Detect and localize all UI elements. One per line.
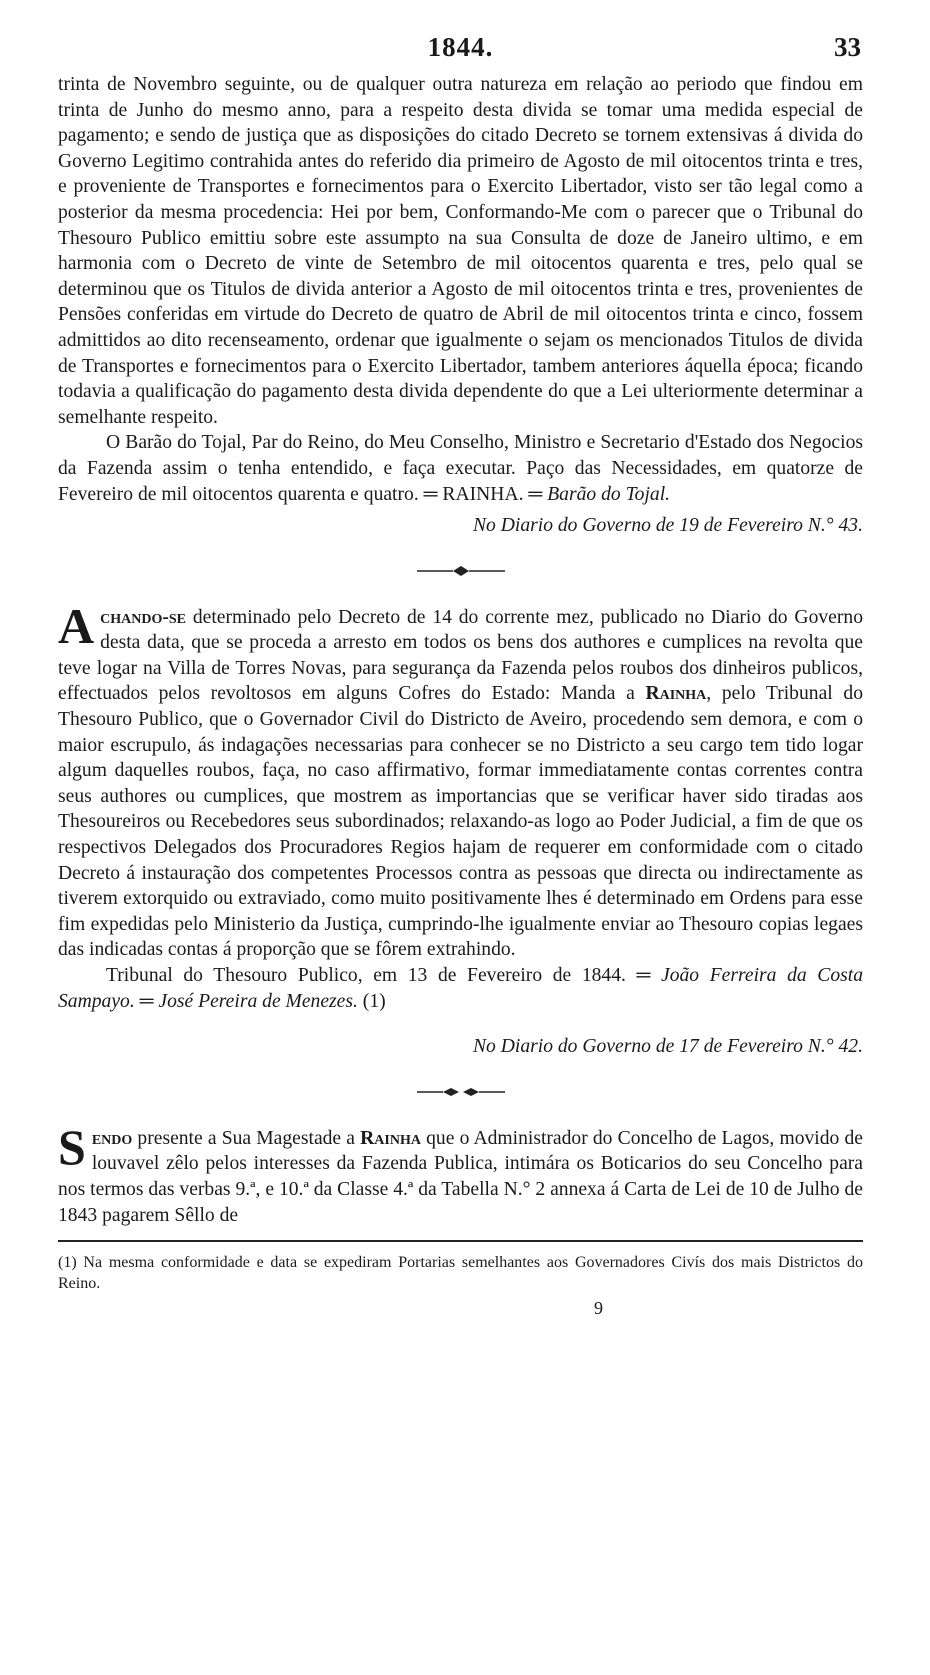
third-lead: endo [91, 1127, 133, 1149]
decree-source: No Diario do Governo de 19 de Fevereiro N.° 43. [472, 515, 863, 537]
portaria-text-a: determinado pelo Decreto de 14 do corrente mez, publicado no Diario do Governo desta data, que se proceda a arresto em todos os bens dos authores e cumplices na revolta que teve logar na Villa de Torres Novas, para segurança da Fazenda pelos roubos dos dinheiros publicos, effectuados pelos revoltosos em alguns Cofres do Estado: Manda a [58, 606, 863, 705]
ornament-divider-1 [58, 565, 863, 581]
decree-paragraph-2 [58, 430, 863, 507]
third-text-b: que o Administrador do Concelho de Lagos, movido de louvavel zêlo pelos interesses da Fazenda Publica, intimára os Boticarios do seu Concelho para nos termos das verbas 9.ª, e 10.ª da Classe 4.ª da Tabella N.° 2 annexa á Carta de Lei de 10 de Julho de 1843 pagarem Sêllo de [58, 1127, 863, 1226]
page-number: 33 [834, 32, 861, 62]
signature-mark: 9 [594, 1298, 603, 1319]
portaria-text-b: , pelo Tribunal do Thesouro Publico, que o Governador Civil do Districto de Aveiro, procedendo sem demora, e com o maior escrupulo, ás indagações necessarias para conhecer se no Districto a seu cargo tem tido logar algum daquelles roubos, faça, no caso affirmativo, formar immediatamente contas correntes contra seus authores ou cumplices, que mostrem as importancias que se verificar haver sido tiradas aos Thesoureiros ou Recebedores seus subordinados; relaxando-as logo ao Poder Judicial, a fim de que os respectivos Delegados dos Procuradores Regios hajam de requerer em conformidade com o citado Decreto á instauração dos competentes Processos contra as pessoas que directa ou indirectamente as tiverem extorquido ou extraviado, como muito positivamente lhes é determinado em Ordens para esse fim expedidas pelo Ministerio da Justiça, cumprindo-lhe igualmente enviar ao Thesouro copias legaes das indicadas contas á proporção que se fôrem extrahindo. [58, 683, 863, 961]
document-page [58, 32, 863, 1319]
portaria-signatures: João Ferreira da Costa Sampayo. ═ José Pereira de Menezes. [58, 965, 863, 1012]
rainha-smallcaps-2: Rainha [360, 1127, 421, 1149]
portaria-date: Tribunal do Thesouro Publico, em 13 de Fevereiro de 1844. ═ [106, 965, 662, 986]
footnote-text: (1) Na mesma conformidade e data se expediram Portarias semelhantes aos Governadores Civís dos mais Districtos do Reino. [58, 1254, 863, 1293]
portaria-paragraph-2 [58, 963, 863, 1014]
footnote-area [58, 1240, 863, 1319]
ornament-icon [413, 1086, 509, 1098]
page-year: 1844. [427, 32, 494, 62]
dropcap-a: A [58, 597, 95, 654]
dropcap-s: S [58, 1118, 86, 1175]
ornament-icon [413, 565, 509, 577]
rainha-smallcaps-1: Rainha [645, 683, 707, 705]
page-header [58, 32, 863, 72]
portaria-paragraph-1 [58, 597, 863, 963]
third-text-a: presente a Sua Magestade a [132, 1127, 361, 1149]
decree-closing: O Barão do Tojal, Par do Reino, do Meu Conselho, Ministro e Secretario d'Estado dos Negocios da Fazenda assim o tenha entendido, e faça executar. Paço das Necessidades, em quatorze de Fevereiro de mil oitocentos quarenta e quatro. ═ RAINHA. ═ [58, 432, 863, 505]
decree-paragraph-1: trinta de Novembro seguinte, ou de qualquer outra natureza em relação ao periodo que findou em trinta de Junho do mesmo anno, para a respeito desta divida se tomar uma medida especial de pagamento; e sendo de justiça que as disposições do citado Decreto se tornem extensivas á divida do Governo Legitimo contrahida antes do referido dia primeiro de Agosto de mil oitocentos trinta e tres, e proveniente de Transportes e fornecimentos para o Exercito Libertador, visto ser tão legal como a posterior da mesma procedencia: Hei por bem, Conformando-Me com o parecer que o Tribunal do Thesouro Publico emittiu sobre este assumpto na sua Consulta de doze de Janeiro ultimo, e em harmonia com o Decreto de vinte de Setembro de mil oitocentos quarenta e tres, pelo qual se determinou que os Titulos de divida anterior a Agosto de mil oitocentos trinta e tres, provenientes de Pensões conferidas em virtude do Decreto de quatro de Abril de mil oitocentos trinta e cinco, fossem admittidos ao dito recenseamento, ordenar que igualmente o sejam os mencionados Titulos de divida de Transportes e fornecimentos para o Exercito Libertador, tambem anteriores áquella época; ficando todavia a qualificação do pagamento desta divida dependente do que a Lei ulteriormente determinar a semelhante respeito. [58, 74, 863, 428]
portaria-source: No Diario do Governo de 17 de Fevereiro N.° 42. [472, 1036, 863, 1058]
portaria-lead: chando-se [100, 606, 186, 628]
footnote-ref: (1) [357, 990, 386, 1012]
third-paragraph [58, 1118, 863, 1228]
decree-signature: Barão do Tojal. [547, 483, 671, 505]
ornament-divider-2 [58, 1086, 863, 1102]
